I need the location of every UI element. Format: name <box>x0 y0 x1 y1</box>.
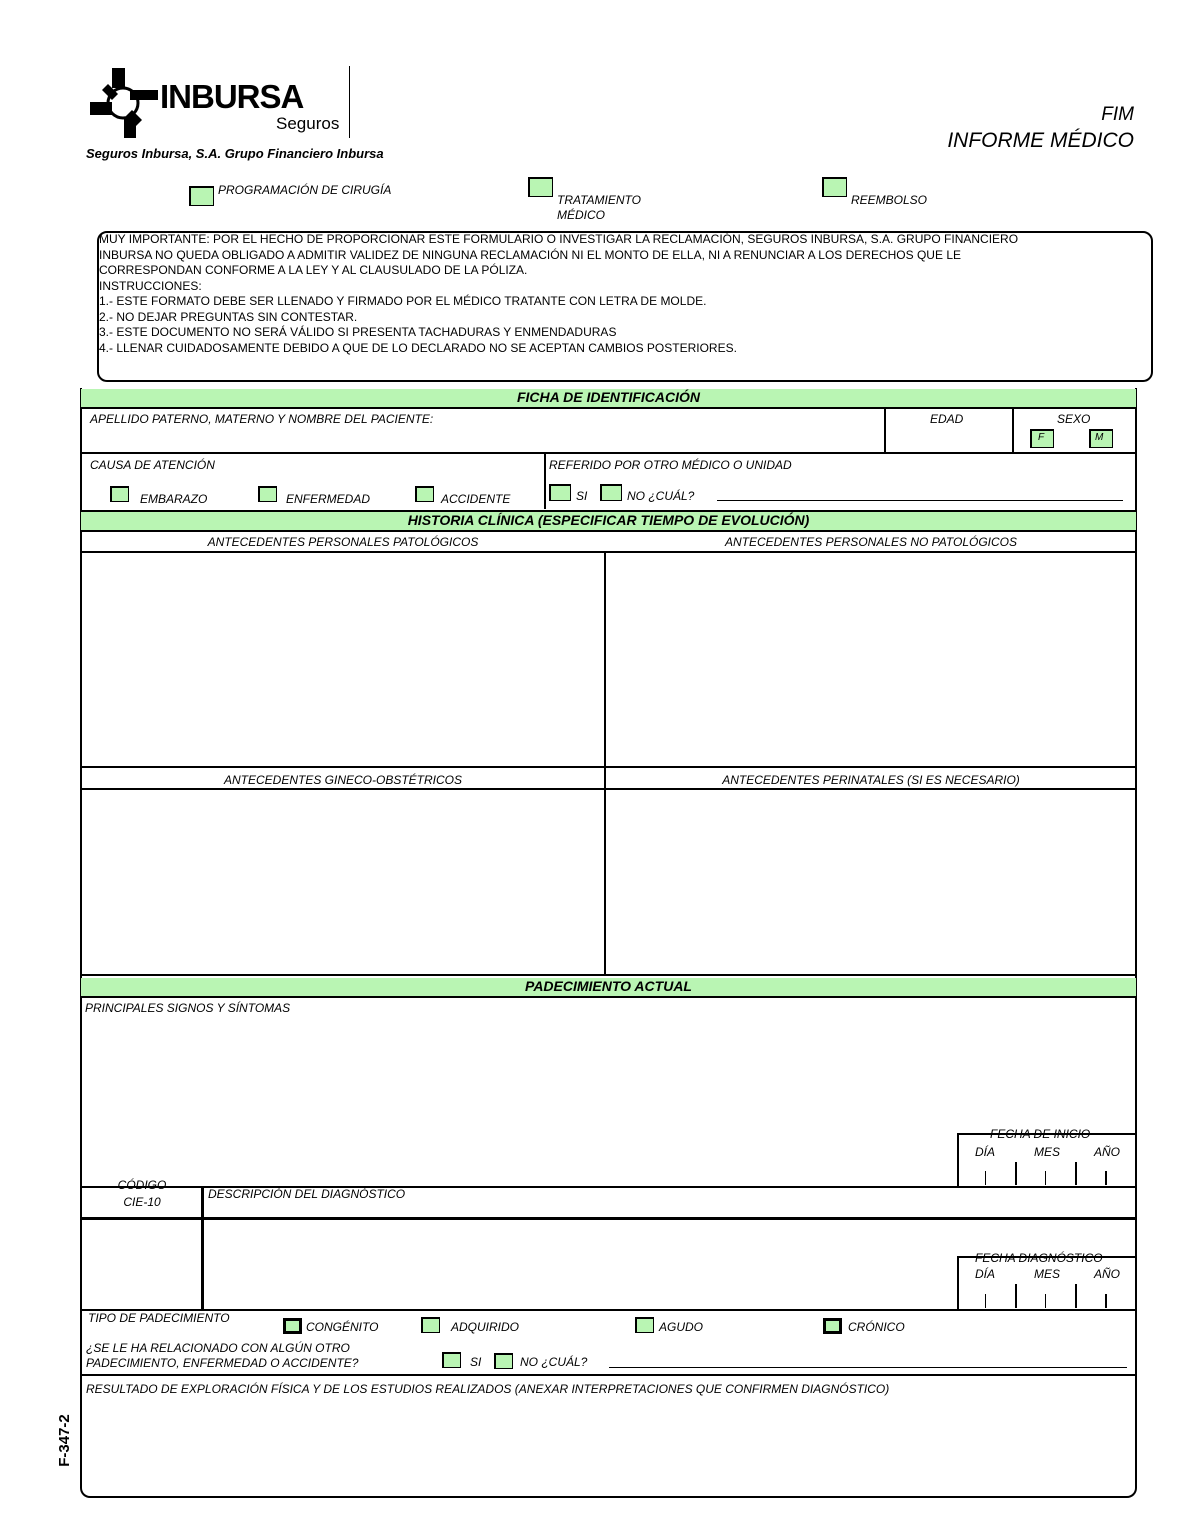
label-adquirido: ADQUIRIDO <box>451 1320 520 1334</box>
rule <box>81 407 1136 409</box>
label-gineco: ANTECEDENTES GINECO-OBSTÉTRICOS <box>223 773 463 787</box>
checkbox-tratamiento[interactable] <box>528 177 553 197</box>
notice-line: INBURSA NO QUEDA OBLIGADO A ADMITIR VALIDEZ DE NINGUNA RECLAMACIÓN NI EL MONTO DE ELLA, NI A RENUNCIAR A LOS DERECHOS QUE LE <box>99 247 961 262</box>
brand-sub: Seguros <box>276 114 340 133</box>
checkbox-reembolso[interactable] <box>822 177 847 197</box>
field-edad[interactable] <box>888 428 1010 450</box>
label-diag-dia: DÍA <box>975 1267 996 1281</box>
divider <box>544 453 546 509</box>
rule <box>81 530 1136 532</box>
label-codigo-2: CIE-10 <box>123 1195 161 1209</box>
brand-name: INBURSA <box>160 78 304 115</box>
form-title: INFORME MÉDICO <box>947 129 1134 152</box>
label-programacion: PROGRAMACIÓN DE CIRUGÍA <box>218 183 392 197</box>
rule <box>81 788 1136 790</box>
divider <box>201 1187 204 1310</box>
rule <box>81 551 1136 553</box>
tick <box>985 1171 986 1185</box>
label-inicio-dia: DÍA <box>975 1145 996 1159</box>
label-referido-no: NO ¿CUÁL? <box>627 489 695 503</box>
notice-line: 2.- NO DEJAR PREGUNTAS SIN CONTESTAR. <box>99 309 358 324</box>
label-enfermedad: ENFERMEDAD <box>286 492 371 506</box>
rule <box>81 766 1136 768</box>
label-sexo-f: F <box>1038 432 1045 443</box>
label-relacion-no: NO ¿CUÁL? <box>520 1355 588 1369</box>
tick <box>985 1294 986 1308</box>
checkbox-adquirido[interactable] <box>421 1317 440 1333</box>
checkbox-relacion-no[interactable] <box>494 1353 513 1369</box>
label-diag-anio: AÑO <box>1094 1267 1121 1281</box>
section-historia-header: HISTORIA CLÍNICA (ESPECIFICAR TIEMPO DE EVOLUCIÓN) <box>81 512 1136 530</box>
field-patologicos[interactable] <box>83 554 603 764</box>
checkbox-referido-si[interactable] <box>549 484 571 501</box>
label-embarazo: EMBARAZO <box>140 492 208 506</box>
checkbox-programacion[interactable] <box>189 186 214 206</box>
logo-mark-icon <box>88 66 158 140</box>
label-accidente: ACCIDENTE <box>441 492 511 506</box>
inbursa-logo <box>88 66 353 144</box>
notice-line: INSTRUCCIONES: <box>99 278 202 293</box>
checkbox-enfermedad[interactable] <box>258 486 277 502</box>
label-no-patologicos: ANTECEDENTES PERSONALES NO PATOLÓGICOS <box>724 535 1018 549</box>
form-code: FIM <box>1101 104 1134 125</box>
rule <box>81 452 1136 454</box>
divider <box>1012 408 1014 453</box>
label-fecha-diagnostico: FECHA DIAGNÓSTICO <box>975 1251 1103 1265</box>
label-cronico: CRÓNICO <box>848 1320 905 1334</box>
label-diag-mes: MES <box>1034 1267 1061 1281</box>
label-relacion-1: ¿SE LE HA RELACIONADO CON ALGÚN OTRO <box>86 1341 350 1355</box>
rule <box>81 1309 1136 1311</box>
tick <box>1075 1284 1077 1308</box>
label-signos: PRINCIPALES SIGNOS Y SÍNTOMAS <box>85 1001 291 1015</box>
field-relacion-cual[interactable] <box>609 1367 1127 1368</box>
tick <box>1015 1162 1017 1185</box>
checkbox-agudo[interactable] <box>635 1317 654 1333</box>
field-descripcion[interactable] <box>206 1222 951 1308</box>
rule <box>81 974 1136 976</box>
notice-line: CORRESPONDAN CONFORME A LA LEY Y AL CLAUSULADO DE LA PÓLIZA. <box>99 263 528 277</box>
form-number: F-347-2 <box>55 1414 73 1467</box>
label-codigo-1: CÓDIGO <box>117 1178 167 1192</box>
tick <box>1105 1171 1107 1185</box>
field-perinatales[interactable] <box>609 791 1133 971</box>
rule <box>81 1217 1136 1220</box>
tick <box>1075 1162 1077 1185</box>
divider <box>884 408 886 453</box>
checkbox-cronico[interactable] <box>823 1318 842 1334</box>
label-reembolso: REEMBOLSO <box>851 193 928 207</box>
label-tratamiento-2: MÉDICO <box>557 208 605 222</box>
label-sexo-m: M <box>1095 432 1104 443</box>
field-gineco[interactable] <box>83 791 603 971</box>
field-codigo[interactable] <box>83 1222 198 1308</box>
rule <box>81 1374 1136 1376</box>
label-perinatales: ANTECEDENTES PERINATALES (SI ES NECESARIO) <box>722 773 1020 787</box>
notice-line: 4.- LLENAR CUIDADOSAMENTE DEBIDO A QUE DE LO DECLARADO NO SE ACEPTAN CAMBIOS POSTERIORES. <box>99 340 737 355</box>
field-resultado[interactable] <box>100 1400 1130 1490</box>
label-relacion-2: PADECIMIENTO, ENFERMEDAD O ACCIDENTE? <box>86 1356 359 1370</box>
notice-line: MUY IMPORTANTE: POR EL HECHO DE PROPORCIONAR ESTE FORMULARIO O INVESTIGAR LA RECLAMACIÓN, SEGUROS INBURSA, S.A. GRUPO FINANCIERO <box>99 232 1019 246</box>
tick <box>1105 1294 1107 1308</box>
notice-text <box>99 232 1018 356</box>
checkbox-referido-no[interactable] <box>600 484 622 501</box>
label-agudo: AGUDO <box>659 1320 704 1334</box>
checkbox-accidente[interactable] <box>415 486 434 502</box>
label-congenito: CONGÉNITO <box>306 1320 379 1334</box>
section-ficha-header: FICHA DE IDENTIFICACIÓN <box>81 389 1136 407</box>
field-inicio-fecha[interactable] <box>960 1162 1135 1186</box>
section-padecimiento-header: PADECIMIENTO ACTUAL <box>81 978 1136 996</box>
label-tipo: TIPO DE PADECIMIENTO <box>88 1311 230 1325</box>
label-inicio-anio: AÑO <box>1094 1145 1121 1159</box>
label-patologicos: ANTECEDENTES PERSONALES PATOLÓGICOS <box>207 535 479 549</box>
field-referido-cual[interactable] <box>717 500 1123 501</box>
divider <box>604 552 606 975</box>
label-referido: REFERIDO POR OTRO MÉDICO O UNIDAD <box>549 458 792 472</box>
rule <box>81 996 1136 998</box>
notice-line: 3.- ESTE DOCUMENTO NO SERÁ VÁLIDO SI PRESENTA TACHADURAS Y ENMENDADURAS <box>99 325 617 339</box>
company-name: Seguros Inbursa, S.A. Grupo Financiero Inbursa <box>86 146 384 161</box>
label-resultado: RESULTADO DE EXPLORACIÓN FÍSICA Y DE LOS ESTUDIOS REALIZADOS (ANEXAR INTERPRETACIONES QUE CONFIRMEN DIAGNÓSTICO) <box>86 1382 890 1396</box>
tick <box>1015 1284 1017 1308</box>
notice-line: 1.- ESTE FORMATO DEBE SER LLENADO Y FIRMADO POR EL MÉDICO TRATANTE CON LETRA DE MOLDE. <box>99 294 707 308</box>
label-causa: CAUSA DE ATENCIÓN <box>90 458 215 472</box>
field-nombre[interactable] <box>82 428 882 450</box>
field-signos[interactable] <box>83 1018 943 1183</box>
field-no-patologicos[interactable] <box>609 554 1133 764</box>
tick <box>1045 1171 1046 1185</box>
label-nombre: APELLIDO PATERNO, MATERNO Y NOMBRE DEL PACIENTE: <box>90 412 434 426</box>
label-edad: EDAD <box>930 412 964 426</box>
label-relacion-si: SI <box>470 1355 482 1369</box>
label-descripcion: DESCRIPCIÓN DEL DIAGNÓSTICO <box>208 1187 406 1201</box>
checkbox-embarazo[interactable] <box>110 486 129 502</box>
field-diagnostico-fecha[interactable] <box>960 1284 1135 1309</box>
checkbox-relacion-si[interactable] <box>442 1352 461 1368</box>
label-fecha-inicio: FECHA DE INICIO <box>990 1127 1091 1141</box>
checkbox-congenito[interactable] <box>283 1318 302 1334</box>
logo-divider <box>349 66 350 138</box>
label-inicio-mes: MES <box>1034 1145 1061 1159</box>
label-tratamiento-1: TRATAMIENTO <box>557 193 641 207</box>
label-sexo: SEXO <box>1057 412 1091 426</box>
label-referido-si: SI <box>576 489 588 503</box>
tick <box>1045 1294 1046 1308</box>
